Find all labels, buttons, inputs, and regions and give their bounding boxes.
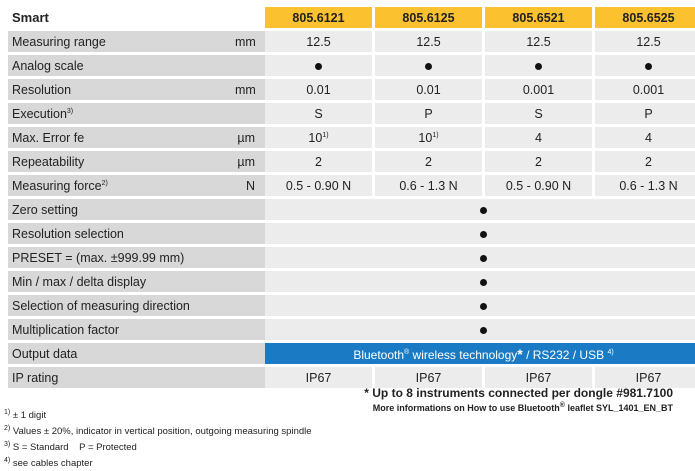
footnote: $^{1)}$ ± 1 digit	[4, 409, 47, 422]
row-unit	[235, 343, 265, 364]
row-value: P	[595, 103, 695, 124]
row-value: IP67	[375, 367, 482, 388]
output-data-value: Bluetooth® wireless technology* / RS232 / USB $^{4)}$	[265, 343, 695, 364]
row-unit: mm	[235, 31, 265, 52]
spec-table	[8, 4, 695, 391]
row-label: Min / max / delta display	[8, 271, 235, 292]
row-value	[265, 199, 695, 220]
table-row	[8, 79, 695, 100]
footnotes	[4, 406, 312, 471]
row-label: Multiplication factor	[8, 319, 235, 340]
bullet-dot	[535, 63, 542, 70]
row-value: 2	[265, 151, 372, 172]
row-unit	[235, 367, 265, 388]
model-header: 805.6521	[485, 7, 592, 28]
bluetooth-info-note: More informations on How to use Bluetooth® leaflet SYL_1401_EN_BT	[372, 402, 673, 413]
row-value	[265, 295, 695, 316]
model-header: 805.6121	[265, 7, 372, 28]
table-row	[8, 247, 695, 268]
row-label: PRESET = (max. ±999.99 mm)	[8, 247, 235, 268]
row-label: Analog scale	[8, 55, 235, 76]
table-row	[8, 319, 695, 340]
row-unit	[235, 295, 265, 316]
row-unit	[235, 103, 265, 124]
table-row	[8, 343, 695, 364]
row-value	[595, 55, 695, 76]
table-row	[8, 103, 695, 124]
row-value	[265, 271, 695, 292]
bullet-dot	[480, 279, 487, 286]
row-value: 4	[485, 127, 592, 148]
table-row	[8, 31, 695, 52]
table-title: Smart	[12, 10, 49, 25]
row-value: S	[485, 103, 592, 124]
bullet-dot	[480, 303, 487, 310]
row-label: Resolution selection	[8, 223, 235, 244]
table-row	[8, 199, 695, 220]
bullet-dot	[480, 207, 487, 214]
row-value: 0.5 - 0.90 N	[265, 175, 372, 196]
footnote: $^{4)}$ see cables chapter	[4, 457, 93, 470]
table-row	[8, 367, 695, 388]
row-label: Max. Error fe	[8, 127, 235, 148]
row-label: Selection of measuring direction	[8, 295, 235, 316]
bullet-dot	[425, 63, 432, 70]
row-unit	[235, 271, 265, 292]
bullet-dot	[645, 63, 652, 70]
row-label: Measuring range	[8, 31, 235, 52]
footnote: $^{3)}$ S = Standard P = Protected	[4, 441, 137, 454]
row-value: 10$^{1)}$	[265, 127, 372, 148]
row-value	[265, 247, 695, 268]
model-header: 805.6525	[595, 7, 695, 28]
row-unit	[235, 319, 265, 340]
model-header: 805.6125	[375, 7, 482, 28]
row-unit: N	[235, 175, 265, 196]
row-value: 0.01	[265, 79, 372, 100]
header-row	[8, 7, 695, 28]
row-unit: µm	[235, 151, 265, 172]
table-row	[8, 151, 695, 172]
bullet-dot	[480, 231, 487, 238]
row-label: Repeatability	[8, 151, 235, 172]
row-label: Resolution	[8, 79, 235, 100]
row-unit	[235, 223, 265, 244]
row-value: 10$^{1)}$	[375, 127, 482, 148]
row-label: Zero setting	[8, 199, 235, 220]
row-label: Measuring force$^{2)}$	[8, 175, 235, 196]
row-unit: µm	[235, 127, 265, 148]
row-label: Output data	[8, 343, 235, 364]
footnote: $^{2)}$ Values ± 20%, indicator in vertical position, outgoing measuring spindle	[4, 425, 312, 438]
row-unit	[235, 55, 265, 76]
bullet-dot	[480, 327, 487, 334]
row-value	[265, 319, 695, 340]
row-value: 0.001	[595, 79, 695, 100]
row-value	[375, 55, 482, 76]
row-value: 0.6 - 1.3 N	[375, 175, 482, 196]
row-value: 0.6 - 1.3 N	[595, 175, 695, 196]
row-label: IP rating	[8, 367, 235, 388]
row-unit	[235, 247, 265, 268]
row-value: 2	[485, 151, 592, 172]
table-row	[8, 271, 695, 292]
table-row	[8, 295, 695, 316]
table-row	[8, 223, 695, 244]
row-value	[265, 223, 695, 244]
row-value: 0.01	[375, 79, 482, 100]
row-value	[265, 55, 372, 76]
table-row	[8, 127, 695, 148]
bullet-dot	[480, 255, 487, 262]
row-value: 12.5	[375, 31, 482, 52]
bullet-dot	[315, 63, 322, 70]
row-value: 0.001	[485, 79, 592, 100]
row-value: IP67	[595, 367, 695, 388]
table-row	[8, 55, 695, 76]
row-value: S	[265, 103, 372, 124]
dongle-note: * Up to 8 instruments connected per dongle #981.7100	[364, 386, 673, 400]
row-unit	[235, 199, 265, 220]
row-value: 12.5	[485, 31, 592, 52]
row-value: P	[375, 103, 482, 124]
row-value: 0.5 - 0.90 N	[485, 175, 592, 196]
row-value: 2	[595, 151, 695, 172]
row-value	[485, 55, 592, 76]
row-value: 4	[595, 127, 695, 148]
table-row	[8, 175, 695, 196]
row-value: IP67	[485, 367, 592, 388]
row-value: 12.5	[265, 31, 372, 52]
spec-table-container	[8, 4, 695, 391]
row-label: Execution$^{3)}$	[8, 103, 235, 124]
row-unit: mm	[235, 79, 265, 100]
row-value: IP67	[265, 367, 372, 388]
row-value: 2	[375, 151, 482, 172]
row-value: 12.5	[595, 31, 695, 52]
